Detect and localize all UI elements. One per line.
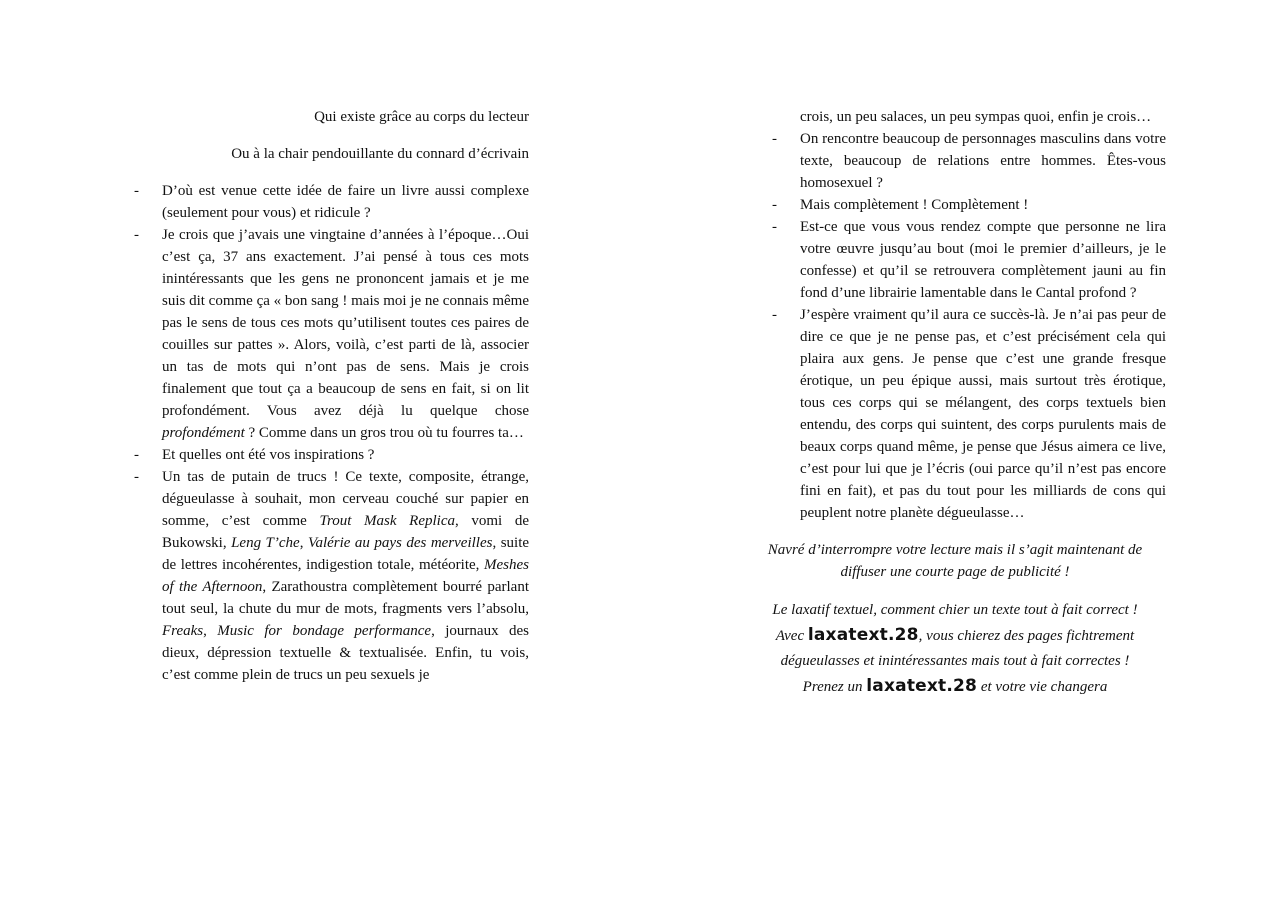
ad-line-2 [744,623,1166,674]
answer-2-text-4: , suite de lettres incohérentes, indigestion totale, météorite, [162,535,530,573]
answer-2-text-1: Un tas de putain de trucs ! Ce texte, composite, étrange, dégueulasse à souhait, mon cerveau couché sur papier en somme, c’est comme [162,469,529,529]
answer-2-text-7: , journaux des dieux, dépression textuelle & textualisée. Enfin, tu vois, c’est comme plein de trucs un peu sexuels je [162,623,529,683]
ad-line-3-pre: Prenez un [802,679,867,695]
dialogue-question-1: - D’où est venue cette idée de faire un livre aussi complexe (seulement pour vous) et ridicule ? [134,180,529,224]
ad-line-2-post: , vous chierez des pages fichtrement dégueulasses et inintéressantes mais tout à fait correctes ! [780,628,1135,669]
ad-line-3-post: et votre vie changera [977,679,1108,695]
answer-2-text-5: , Zarathoustra complètement bourré parlant tout seul, la chute du mur de mots, fragments vers l’absolu, [162,579,529,617]
dialogue-question-3: - On rencontre beaucoup de personnages masculins dans votre texte, beaucoup de relations entre hommes. Êtes-vous homosexuel ? [744,128,1166,194]
epigraph-1: Qui existe grâce au corps du lecteur [314,109,529,125]
answer-2-title-4: Meshes of the Afternoon [162,557,529,595]
dialogue-answer-1 [134,224,529,444]
answer-1-text-a: Je crois que j’avais une vingtaine d’années à l’époque…Oui c’est ça, 37 ans exactement. J’ai pensé à tous ces mots inintéressants que les gens ne prononcent jamais et je me suis dit comme ça « bon sang ! mais moi je ne connais même pas le sens de tous ces mots qu’utilisent toutes ces paires de couilles sur pattes ». Alors, voilà, c’est parti de là, associer un tas de mots qui n’ont pas de sens. Mais je crois finalement que tout ça a beaucoup de sens en fait, si on lit profondément. Vous avez déjà lu quelque chose [162,227,530,419]
advertisement [744,598,1166,700]
answer-1-emphasis: profondément [162,425,245,441]
answer-2-title-3: Valérie au pays des merveilles [307,535,493,551]
answer-2-title-2: Leng T’che [231,535,300,551]
epigraph-2: Ou à la chair pendouillante du connard d’écrivain [231,146,529,162]
answer-2-text-2: , vomi de Bukowski, [162,513,529,551]
brand-name: laxatext.28 [807,625,919,645]
left-column [134,106,529,686]
ad-line-2-pre: Avec [775,628,808,644]
dialogue-answer-4: - J’espère vraiment qu’il aura ce succès-là. Je n’ai pas peur de dire ce que je ne pense pas, et c’est précisément cela qui plaira aux gens. Je pense que c’est une grande fresque érotique, un peu épique aussi, mais surtout très érotique, tous ces corps qui se mélangent, des corps textuels bien entendu, des corps qui suintent, des corps purulents mais de beaux corps quand même, je pense que Jésus aimera ce live, c’est pour lui que je l’écris (oui parce qu’il n’est pas encore fini en fait), et pas du tout pour les milliards de cons qui peuplent notre planète dégueulasse… [744,304,1166,524]
answer-2-text-6: , [203,623,218,639]
answer-2-title-5: Freaks [162,623,204,639]
interview-dialogue-right [744,128,1166,524]
dialogue-answer-2 [134,466,529,686]
dialogue-question-4: - Est-ce que vous vous rendez compte que personne ne lira votre œuvre jusqu’au bout (moi le premier d’ailleurs, je le confesse) et qu’il se retrouvera complètement jauni au fin fond d’une librairie lamentable dans le Cantal profond ? [744,216,1166,304]
dialogue-answer-2-continued: crois, un peu salaces, un peu sympas quoi, enfin je crois… [800,109,1152,125]
dialogue-question-2: - Et quelles ont été vos inspirations ? [134,444,529,466]
answer-2-title-6: Music for bondage performance [217,623,432,639]
right-column [744,106,1166,700]
answer-2-title-1: Trout Mask Replica [319,513,455,529]
ad-line-1: Le laxatif textuel, comment chier un texte tout à fait correct ! [772,602,1138,618]
answer-1-text-b: ? Comme dans un gros trou où tu fourres ta… [244,425,524,441]
interruption-notice: Navré d’interrompre votre lecture mais il s’agit maintenant de diffuser une courte page de publicité ! [767,542,1143,580]
interview-dialogue-left [134,180,529,686]
answer-2-text-3: , [299,535,308,551]
brand-name-2: laxatext.28 [866,676,978,696]
dialogue-answer-3: - Mais complètement ! Complètement ! [744,194,1166,216]
ad-line-3 [744,674,1166,700]
